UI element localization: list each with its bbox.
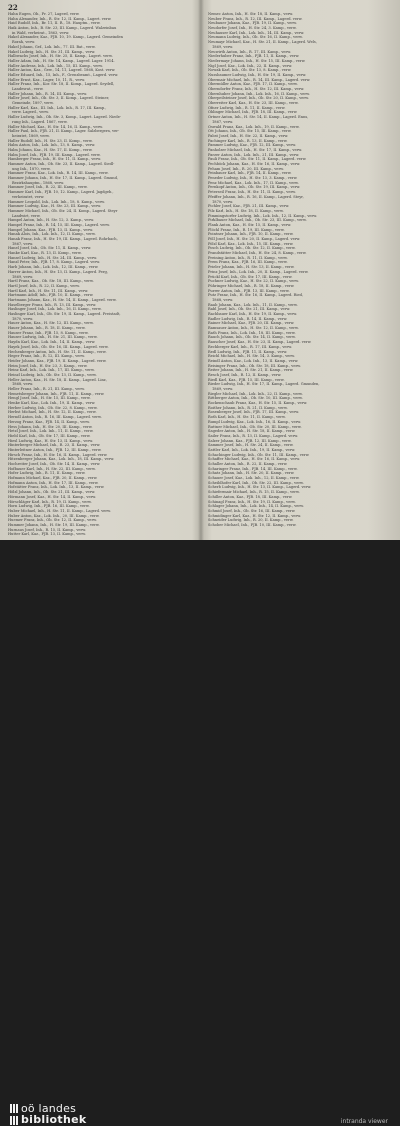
directory-entry-line: Schaller Anton, Inh., R. 22, II. Kamp., verw.	[208, 462, 288, 466]
directory-entry-line: Hutter Karl, Kaz., FJB. 13, II. Kamp., verw.	[8, 532, 86, 537]
directory-entry-line: 1869, verw.	[212, 44, 234, 49]
directory-entry-line: Plöchl Franz, Inh., R. 19, III. Kamp., verw.	[208, 227, 285, 232]
directory-entry-line: Heim Josef, Inh., H. Str. 23, 3. Kamp., verw.	[8, 363, 88, 368]
directory-entry-line: Redl Ludwig, Inh., FJB. 11, II. Kamp., verw.	[208, 349, 288, 354]
directory-entry-line: Haller Ludwig, Inh., Ob. Str. 3, Komp., Lagert. Lagerd. Niede-	[8, 115, 122, 120]
directory-entry-line: Haller Karl, Kaz., III. Inh., Lok. Inh., R. 17, III. Kamp.,	[8, 105, 107, 110]
directory-entry-line: Huber Anton, Kaz., Lok. Inh., 20, III. Kamp., verw.	[8, 513, 100, 518]
directory-entry-line: Pölzl Karl, Kaz., Lok. Inh., 15, III. Kamp., verw.	[208, 241, 294, 246]
directory-entry-line: Oberreiter Karl, Kaz., H. Str. 23, III. Kamp., verw.	[208, 101, 299, 106]
directory-entry-line: Öhlinger Michael, Inh., FJB. 18, III. Kamp., verw.	[208, 110, 298, 115]
book-gutter	[198, 0, 204, 597]
directory-entry-line: Scheiblhofer Karl, Inh., Ob. Str. 22, III. Kamp., verw.	[208, 480, 304, 485]
directory-entry-line: Oswald Franz, Kaz., Lok. Inh., 19, II. Kamp., verw.	[208, 124, 300, 129]
left-column	[8, 12, 193, 537]
directory-entry-line: Haller Andreas, Inh., Lok. Inh., 15, III. Kamp., verw.	[8, 63, 103, 68]
directory-entry-line: Rockenschaub Franz, Kaz., H. Str. 15, II. Kamp., verw.	[208, 401, 308, 406]
directory-entry-line: Heller Franz, Inh., R. 21, III. Kamp., verw.	[8, 387, 85, 391]
directory-entry-line: Rorah, verw.	[12, 40, 35, 45]
directory-entry-line: Haller Eduard, Inh., 15, Inh., F., Grenzbeamt., Lagerd. verw.	[8, 72, 119, 77]
directory-entry-line: Landesrat., verw.	[12, 87, 44, 91]
directory-entry-line: Hahn Eugen, Ob., Fr. 27, Lagerd, verw.	[8, 12, 80, 16]
directory-entry-line: Rainer Michael, Kaz., FJB. 20, III. Kamp., verw.	[208, 321, 295, 326]
library-logo[interactable]	[10, 1103, 86, 1126]
directory-entry-line: Halbwachs Josef, Inh., H. Str. 25, II. Kamp., Lagert. verw.	[8, 54, 113, 59]
directory-entry-line: Hammer Johann, Inh., H. Str. 17, II. Kamp., Lagerd. Gmund,	[8, 176, 119, 181]
directory-entry-line: Sattler Karl, Inh., Lok. Inh., 19, II. Kamp., verw.	[208, 447, 296, 452]
directory-entry-line: Neuber Franz, Inh., R. 12, III. Kamp., Lagerd. verw.	[208, 16, 303, 21]
directory-entry-line: verw. Lagerd., verw.	[12, 110, 49, 115]
directory-entry-line: Posch Ludwig, Inh., Ob. Str. 12, II. Kamp., verw.	[208, 246, 296, 251]
viewer-label: intranda viewer	[340, 1118, 388, 1125]
directory-entry-line: Haller Paul, Inh., FJB. 21, II. Kamp., Lager. Salzbergern, ver-	[8, 129, 120, 134]
directory-entry-line: Haller Josef, Inh., Ob. Str. 3, II. Komp., Lagerd. Steiner,	[8, 96, 110, 101]
directory-entry-line: Hauer Anton, Kaz., H. Str. 12, III. Kamp., verw.	[8, 321, 94, 326]
logo-bars-icon	[10, 1104, 18, 1113]
directory-entry-line: Pöll Josef, Inh., H. Str. 20, II. Kamp., Lagerd. verw.	[208, 237, 301, 241]
directory-entry-line: Hirsch Franz, Inh., H. Str. 16, II. Kamp., Lagerd. verw.	[8, 452, 108, 457]
directory-entry-line: Haller Adam, Inh., H. Str. 14, Kamp., Lagerd. Lager. 1914.	[8, 58, 115, 63]
directory-entry-line: Hakel Ludwig, Inh., H. Str. 31, III. Kamp., verw.	[8, 49, 96, 54]
directory-entry-line: Haller Ernst, Kaz., Lager, 10, 11, R., verw.	[8, 77, 86, 82]
directory-entry-line: Nussbaumer Ludwig, Inh., H. Str. 19, II. Kamp., verw.	[208, 72, 307, 77]
directory-entry-line: Haller Franz, Inh., Kor. Str. 18, II. Komp., Lagerd. Seydell,	[8, 82, 115, 87]
directory-entry-line: Reiter Johann, Inh., H. Str. 21, II. Kamp., verw.	[208, 368, 294, 373]
directory-entry-line: Riedl Karl, Kaz., FJB. 15, III. Kamp., verw.	[208, 377, 285, 382]
directory-entry-line: Haller Michael, Kaz., H. Str. 14, 16, II. Kamp., verw.	[8, 124, 103, 129]
directory-entry-line: Pimmingstorfer Ludwig, Inh., Lok. Inh., 12, II. Kamp., verw.	[208, 213, 318, 218]
directory-entry-line: Hampel Franz, Inh., R. 14, 15, III. Kamp., Lagerd. verw.	[8, 222, 110, 227]
directory-entry-line: Hartl Franz, Kaz., Ob. Str. 18, III. Kamp., verw.	[8, 279, 94, 284]
directory-entry-line: Sageder Anton, Inh., H. Str. 18, II. Kamp., verw.	[208, 429, 296, 434]
directory-entry-line: Peinbauer Karl, Inh., FJB. 14, II. Kamp., verw.	[208, 171, 292, 176]
directory-entry-line: Schachinger Ludwig, Inh., Ob. Str. 11, III. Kamp., verw.	[208, 452, 310, 457]
directory-entry-line: Pirklbauer Michael, Inh., Ob. Str. 23, III. Kamp., verw.	[208, 218, 307, 223]
directory-entry-line: Rabl Josef, Inh., Ob. Str. 21, III. Kamp., verw.	[208, 307, 291, 312]
directory-entry-line: Neubauer Johann, Kaz., FJB. 19, II. Kamp., verw.	[208, 21, 297, 26]
directory-entry-line: 1870, verw.	[212, 199, 234, 204]
directory-entry-line: Plank Anton, Kaz., H. Str. 15, II. Kamp., verw.	[208, 222, 292, 227]
directory-entry-line: Haid Rudolf, Inh., Br. 11, II. R., 18. Hauptm., verw.	[8, 21, 101, 26]
directory-entry-line: Harb Johann, Inh., Lok. Inh., 12, III. Kamp., verw.	[8, 265, 99, 270]
directory-entry-line: Hörmann Josef, Kaz., H. Str. 14, II. Kamp., verw.	[8, 494, 97, 499]
directory-entry-line: Obermüller Anton, Kaz., FJB. 17, II. Kamp., verw.	[208, 82, 298, 87]
directory-entry-line: Hamberger Franz, Inh., H. Str. 11, II. Kamp., verw.	[8, 157, 101, 162]
directory-entry-line: Neuhauser Karl, Inh., Lok. Inh., 14, III. Kamp., verw.	[208, 30, 305, 35]
directory-entry-line: Schaffer Michael, Kaz., H. Str. 16, II. Kamp., verw.	[208, 457, 301, 462]
directory-entry-line: Penz Michael, Kaz., Lok. Inh., 17, II. Kamp., verw.	[208, 180, 299, 185]
directory-entry-line: Prandstätter Michael, Inh., H. Str. 24, 8. Kamp., verw.	[208, 251, 307, 256]
directory-entry-line: Panholzer Michael, Inh., H. Str. 17, II. Kamp., verw.	[208, 147, 303, 152]
directory-entry-line: rung Inh., Lagerd. 1867, verw.	[12, 119, 68, 124]
directory-entry-line: Ott Johann, Inh., Ob. Str. 15, III. Kamp., verw.	[208, 129, 292, 134]
directory-entry-line: Neuwirth Anton, Inh., R. 17, III. Kamp., verw.	[208, 49, 292, 54]
directory-entry-line: Hammer Franz, Kaz., Lok. Inh., R. 14, III. Kamp., verw.	[8, 171, 109, 176]
directory-entry-line: Schlager Johann, Inh., Lok. Inh., 14, II. Kamp., verw.	[208, 504, 304, 509]
directory-entry-line: Hanzl Peter, Inh., FJB. 17, 8. Kamp., Lagerd. verw.	[8, 260, 100, 265]
directory-entry-line: Hofmann Michael, Kaz., FJB. 20, II. Kamp., verw.	[8, 476, 98, 481]
directory-entry-line: Hitzenberger Johann, Kaz., Lok. Inh., 18, III. Kamp., verw.	[8, 457, 115, 462]
directory-entry-line: Herndl Anton, Inh., R. 16, III. Kamp., Lagerd. verw.	[8, 415, 102, 420]
directory-entry-line: Pühringer Michael, Inh., R. 18, II. Kamp., verw.	[208, 283, 295, 288]
directory-entry-line: Ortner Anton, Inh., H. Str. 14, II. Kamp., Lagerd. Enns,	[208, 115, 309, 120]
directory-entry-line: Rumpl Ludwig, Kaz., Lok. Inh., 16, II. Kamp., verw.	[208, 419, 302, 424]
directory-entry-line: Ofner Ludwig, Inh., R. 11, II. Kamp., verw.	[208, 105, 286, 110]
directory-entry-line: Haller Johann, Inh., R. 14, III. Kamp., verw.	[8, 91, 88, 96]
directory-entry-line: Hiebl Karl, Inh., Ob. Str. 17, III. Kamp., verw.	[8, 433, 91, 438]
directory-entry-line: Rachbauer Karl, Inh., H. Str. 19, II. Kamp., verw.	[208, 312, 298, 316]
directory-entry-line: Peham Josef, Inh., R. 20, III. Kamp., verw.	[208, 166, 284, 171]
directory-entry-line: Pernkopf Anton, Inh., Ob. Str. 19, III. Kamp., verw.	[208, 185, 301, 190]
directory-entry-line: Scharinger Franz, Inh., FJB. 14, III. Kamp., verw.	[208, 466, 298, 471]
directory-entry-line: Haselberger Franz, Inh., R. 13, III. Kamp., verw.	[8, 302, 97, 307]
directory-entry-line: Hinterberger Michael, Inh., R. 23, II. Kamp., verw.	[8, 443, 101, 448]
directory-entry-line: Rosenberger Josef, Inh., FJB. 17, III. Kamp., verw.	[208, 410, 300, 415]
directory-entry-line: Hanak Alois, Inh., Lok. Inh., 12, II. Kamp., verw.	[8, 232, 96, 237]
directory-entry-line: Heinz Karl, Inh., Lok. Inh., 17, III. Kamp., verw.	[8, 368, 95, 373]
directory-entry-line: Heider Johann, Kaz., FJB. 19, II. Kamp., Lagerd. verw.	[8, 358, 107, 363]
directory-entry-line: Radler Ludwig, Inh., R. 14, II. Kamp., verw.	[208, 316, 288, 321]
directory-entry-line: Haller Rudolf, Inh., H. Str. 23, II. Komp., verw.	[8, 138, 93, 143]
directory-entry-line: Obermair Michael, Inh., R. 14, III. Kamp., Lagerd. verw.	[208, 77, 311, 82]
directory-entry-line: in Wald, verheirat., 1863, verw.	[12, 30, 70, 35]
directory-entry-line: Halm Johann, Kaz., H. Str. 17, II. Komp., verw.	[8, 147, 93, 152]
directory-entry-line: 1869, verw.	[12, 274, 34, 279]
directory-entry-line: Herzog Franz, Kaz., FJB. 14, II. Kamp., verw.	[8, 419, 90, 424]
directory-entry-line: Schauer Josef, Kaz., Lok. Inh., 12, II. Kamp., verw.	[208, 476, 300, 481]
directory-entry-line: Hansel Ludwig, Inh., H. Str. 24, III. Kamp., verw.	[8, 255, 98, 260]
directory-entry-line: 1870, verw.	[12, 316, 34, 321]
directory-entry-line: Puchner Ludwig, Kaz., H. Str. 22, II. Kamp., verw.	[208, 279, 299, 284]
directory-entry-line: Hofstätter Franz, Inh., Lok. Inh., 13, II. Kamp., verw.	[8, 485, 105, 490]
directory-entry-line: Henke Karl, Kaz., Lok. Inh., 19, II. Kamp., verw.	[8, 401, 96, 406]
directory-entry-line: Reindl Anton, Kaz., Lok. Inh., 13, II. Kamp., verw.	[208, 358, 299, 363]
directory-entry-line: Hakel Alexander, Kaz., FJB. 10, 19. Kamp., Lagerd. Gemeinden	[8, 35, 123, 40]
directory-entry-line: Sammer Josef, Inh., H. Str. 24, II. Kamp., verw.	[208, 443, 294, 448]
logo-bars-icon	[10, 1116, 18, 1125]
directory-entry-line: Schinagl Franz, Inh., H. Str. 19, II. Kamp., verw.	[208, 499, 296, 504]
directory-entry-line: Peneder Ludwig, Inh., H. Str. 13, 3. Kamp., verw.	[208, 176, 298, 181]
directory-entry-line: Prem Franz, Kaz., FJB. 16, III. Kamp., verw.	[208, 260, 288, 265]
directory-entry-line: Hörschläger Karl, Inh., R. 19, II. Kamp., verw.	[8, 499, 92, 504]
directory-entry-line: Prieler Johann, Inh., H. Str. 13, II. Kamp., verw.	[208, 265, 295, 270]
directory-entry-line: Pfeiffer Johann, Inh., R. 16, II. Kamp., Lagerd. Steyr,	[208, 194, 304, 199]
directory-entry-line: Schatz Johann, Inh., H. Str. 20, II. Kamp., verw.	[208, 471, 295, 476]
directory-entry-line: Hampel Anton, Inh., H. Str. 12, 3. Kamp., verw.	[8, 218, 94, 223]
directory-entry-line: Rittberger Anton, Inh., Ob. Str. 10, III. Kamp., verw.	[208, 396, 303, 401]
directory-entry-line: Haydn Karl, Kaz., Lok. Inh., 14, II. Kamp., verw.	[8, 340, 96, 345]
directory-entry-line: Riegler Michael, Inh., Lok. Inh., 22, II. Kamp., verw.	[208, 391, 303, 396]
directory-entry-line: Herber Ludwig, Inh., Ob. Str. 22, 8. Kamp., verw.	[8, 405, 98, 410]
directory-entry-line: Gemeinde, 1897, verw.	[12, 101, 54, 106]
directory-entry-line: Rauch Johann, Inh., Ob. Str. 14, II. Kamp., verw.	[208, 335, 296, 340]
directory-entry-line: Pammer Ludwig, Kaz., FJB. 12, III. Kamp., verw.	[208, 143, 297, 148]
directory-entry-line: Rath Franz, Inh., Lok. Inh., 18, III. Kamp., verw.	[208, 330, 296, 335]
directory-entry-line: Preining Anton, Inh., R. 11, II. Kamp., verw.	[208, 255, 288, 260]
directory-entry-line: Herbst Michael, Inh., H. Str. 12, II. Kamp., verw.	[8, 410, 97, 415]
directory-entry-line: 1867, verw.	[212, 119, 234, 124]
directory-entry-line: Raab Johann, Kaz., Lok. Inh., 11, II. Kamp., verw.	[208, 302, 298, 307]
directory-entry-line: Hampel Johann, Kaz., FJB. 13, II. Kamp., verw.	[8, 227, 93, 232]
directory-entry-line: Nemec Anton, Inh., H. Str. 18, II. Kamp., verw.	[208, 12, 294, 16]
directory-entry-line: Pachinger Karl, Inh., R. 13, II. Kamp., verw.	[208, 138, 288, 143]
directory-entry-line: Hartmann Adolf, Inh., FJB. 10, II. Kamp., verw.	[8, 293, 94, 298]
directory-entry-line: Haslinger Josef, Inh., Lok. Inh., 16, II. Kamp., verw.	[8, 307, 102, 312]
directory-entry-line: Pilz Karl, Inh., H. Str. 18, II. Kamp., verw.	[208, 208, 284, 213]
viewer-footer	[0, 540, 400, 1126]
directory-entry-line: Oberndorfer Franz, Inh., H. Str. 12, III. Kamp., verw.	[208, 87, 305, 91]
directory-entry-line: Reisinger Franz, Inh., Ob. Str. 18, III. Kamp., verw.	[208, 363, 301, 368]
directory-entry-line: Parzer Anton, Inh., Lok. Inh., 21, III. Kamp., verw.	[208, 152, 300, 157]
directory-entry-line: Resch Josef, Inh., R. 12, II. Kamp., verw.	[208, 372, 282, 377]
directory-entry-line: Putz Franz, Inh., H. Str. 16, II. Kamp., Lagerd. Ried,	[208, 293, 304, 298]
directory-entry-line: Hahn Alexander, Inh., R. Str. 12, II. Kamp., Lagert. verw.	[8, 16, 112, 21]
directory-entry-line: Landwirt, verw.	[12, 213, 41, 218]
directory-entry-line: Scherb Ludwig, Inh., H. Str. 13, II. Kamp., Lagerd. verw.	[208, 485, 312, 490]
directory-entry-line: Schmid Josef, Inh., Ob. Str. 16, III. Kamp., verw.	[208, 508, 296, 513]
directory-entry-line: Niederhuber Franz, Inh., FJB. 11, II. Kamp., verw.	[208, 54, 300, 59]
directory-entry-line: Reichl Michael, Inh., H. Str. 14, 3. Kamp., verw.	[208, 354, 295, 359]
directory-entry-line: Hammer Josef, Inh., R. 22, III. Kamp., verw.	[8, 185, 88, 190]
directory-entry-line: Roth Karl, Inh., H. Str. 11, II. Kamp., verw.	[208, 415, 286, 420]
directory-entry-line: Hauser Franz, Inh., FJB. 15, 8. Kamp., verw.	[8, 330, 89, 335]
directory-entry-line: Hölzl Johann, Inh., Ob. Str. 21, III. Kamp., verw.	[8, 490, 96, 495]
directory-entry-line: Hauer Johann, Inh., R. 18, II. Kamp., verw.	[8, 326, 86, 331]
directory-entry-line: Hanak Franz, Inh., H. Str. 19, III. Kamp., Lagerd. Rohrbach,	[8, 237, 118, 241]
logo-line2: bibliothek	[21, 1113, 87, 1126]
directory-entry-line: Ramsauer Anton, Inh., H. Str. 12, II. Kamp., verw.	[208, 326, 299, 331]
directory-entry-line: Hammer Anton, Inh., Ob. Str. 23, II. Kamp., Lagerd. Siedl-	[8, 162, 115, 166]
directory-entry-line: Neumann Ludwig, Inh., Ob. Str. 16, II. Kamp., verw.	[208, 35, 303, 40]
directory-entry-line: Haslinger Karl, Inh., Ob. Str. 19, II. Kamp., Lagerd. Freistadt,	[8, 312, 121, 316]
directory-entry-line: Hummer Johann, Inh., H. Str. 19, III. Kamp., verw.	[8, 522, 100, 527]
directory-entry-line: Roither Johann, Inh., R. 21, II. Kamp., verw.	[208, 405, 288, 410]
directory-entry-line: Prückl Karl, Inh., Ob. Str. 17, III. Kamp., verw.	[208, 274, 293, 279]
directory-entry-line: Hammer Ludwig, Kaz., H. Str. 23, III. Kamp., verw.	[8, 204, 102, 209]
directory-entry-line: Hartmann Johann, Kaz., H. Str. 14, II. Kamp., Lagerd. verw.	[8, 297, 117, 302]
directory-entry-line: Hinterleitner Anton, Inh., FJB. 12, III. Kamp., verw.	[8, 447, 102, 452]
directory-entry-line: 1868, verw.	[12, 382, 34, 387]
directory-entry-line: Schneider Ludwig, Inh., R. 20, II. Kamp., verw.	[208, 518, 294, 523]
directory-entry-line: Schiller Anton, Kaz., FJB. 18, III. Kamp., verw.	[208, 494, 293, 499]
directory-entry-line: Niedermayr Johann, Inh., H. Str. 15, III. Kamp., verw.	[208, 58, 306, 63]
directory-entry-line: Hakel Johann, Gef., Lok. Inh., 77. III. Bat., verw.	[8, 44, 96, 49]
directory-entry-line: Hemetsberger Johann, Inh., FJB. 11, II. Kamp., verw.	[8, 391, 105, 396]
directory-entry-line: Halm Josef, Inh., FJB. 19, III. Kamp., Lagerd. verw.	[8, 152, 101, 157]
directory-entry-line: heiratet, 1869, verw.	[12, 133, 50, 138]
directory-entry-line: Pechböck Johann, Kaz., H. Str. 16, II. Kamp., verw.	[208, 162, 301, 166]
directory-entry-line: Rechberger Karl, Inh., R. 17, III. Kamp., verw.	[208, 344, 293, 349]
directory-entry-line: Hechenberger Anton, Inh., H. Str. 11, II. Kamp., verw.	[8, 349, 107, 354]
directory-entry-line: 1869, verw.	[212, 387, 234, 391]
directory-entry-line: Neudorfer Josef, Inh., H. Str. 24, 3. Kamp., verw.	[208, 26, 297, 31]
right-column	[208, 12, 393, 528]
directory-entry-line: Obernhuber Johann, Inh., Lok. Inh., 16, II. Kamp., verw.	[208, 91, 310, 96]
directory-entry-line: Sailer Franz, Inh., R. 13, II. Kamp., Lagerd. verw.	[208, 433, 299, 438]
directory-entry-line: Hofbauer Karl, Inh., H. Str. 22, III. Kamp., verw.	[8, 466, 96, 471]
directory-entry-line: Hauser Ludwig, Inh., H. Str. 21, III. Kamp., verw.	[8, 335, 98, 340]
directory-entry-line: Hiesl Ludwig, Kaz., H. Str. 13, II. Kamp., verw.	[8, 438, 94, 443]
directory-entry-line: Hetzl Josef, Inh., Lok. Inh., 11, II. Kamp., verw.	[8, 429, 94, 434]
directory-entry-line: Hengl Josef, Inh., H. Str. 15, III. Kamp., verw.	[8, 396, 91, 401]
directory-entry-line: Hofmann Anton, Inh., H. Str. 17, III. Kamp., verw.	[8, 480, 99, 485]
directory-entry-line: Haller Anton, Kaz., Gew., 14, 11, Lagerd. 1868, Kost. verw.	[8, 68, 116, 73]
directory-entry-line: Hartl Josef, Inh., R. 22, II. Kamp., verw.	[8, 283, 80, 288]
directory-entry-line: Pabst Josef, Inh., H. Str. 22, II. Kamp., verw.	[208, 133, 289, 138]
directory-entry-line: Haik Anton, Inh., B. Str. 23, III. Kamp., Lagerd. Walzeinbau	[8, 26, 117, 31]
directory-entry-line: Hanke Karl, Kaz., R. 13, II. Komp., verw.	[8, 251, 82, 256]
directory-entry-line: Harrer Anton, Inh., H. Str. 13, II. Kamp., Lagerd. Perg,	[8, 269, 108, 274]
directory-entry-line: Nowak Karl, Inh., Ob. Str. 13, 8. Kamp., verw.	[208, 68, 292, 73]
directory-entry-line: ung Inh., 1870, verw.	[12, 166, 51, 171]
directory-entry-line: Hammer Leopold, Inh., Lok. Inh., 18, 8. Kamp., verw.	[8, 199, 105, 204]
directory-entry-line: Hess Johann, Inh., H. Str. 20, III. Kamp., verw.	[8, 424, 93, 429]
directory-entry-line: Rieder Ludwig, Inh., H. Str. 17, II. Kamp., Lagerd. Gmunden,	[208, 382, 320, 387]
directory-entry-line: Huber Michael, Inh., H. Str. 11, II. Kamp., Lagerd. verw.	[8, 508, 111, 513]
directory-entry-line: Hammer Michael, Inh., Ob. Str. 24, II. Komp., Lagerd. Steyr	[8, 208, 118, 213]
directory-entry-line: Pauli Franz, Inh., Ob. Str. 11, II. Kamp., Lagerd. verw.	[208, 157, 307, 162]
directory-entry-line: Rauscher Josef, Kaz., H. Str. 23, II. Kamp., Lagerd. verw.	[208, 340, 312, 345]
directory-entry-line: Schmidinger Karl, Kaz., H. Str. 12, II. Kamp., verw.	[208, 513, 302, 518]
directory-entry-line: Schober Michael, Inh., FJB. 10, III. Kamp., verw.	[208, 522, 297, 527]
directory-entry-line: Ruttner Michael, Inh., Ob. Str. 20, III. Kamp., verw.	[208, 424, 302, 429]
directory-entry-line: Schiefermair Michael, Inh., R. 15, II. Kamp., verw.	[208, 490, 300, 495]
directory-entry-line: Nigl Josef, Kaz., Lok. Inh., 22, II. Kamp., verw.	[208, 63, 293, 68]
directory-entry-line: Heger Franz, Inh., R. 12, III. Kamp., verw.	[8, 354, 85, 359]
directory-entry-line: Hofer Ludwig, Inh., R. 11, II. Kamp., verw.	[8, 471, 86, 476]
page-number: 22	[8, 3, 18, 12]
directory-entry-line: Halm Anton, Inh., Lok. Inh., 13, 8. Kamp., verw.	[8, 143, 96, 148]
directory-entry-line: Hammer Karl, Inh., FJB. 10, 12. Kamp., Lagerd. Jagdgeb.,	[8, 190, 114, 195]
directory-entry-line: Huemer Franz, Inh., Ob. Str. 12, II. Kamp., verw.	[8, 518, 97, 523]
directory-entry-line: Pichler Josef, Kaz., FJB. 21, III. Kamp., verw.	[208, 204, 290, 209]
directory-entry-line: Purrer Anton, Inh., FJB. 13, III. Kamp., verw.	[208, 288, 290, 293]
directory-entry-line: Peterseil Franz, Inh., H. Str. 11, II. Kamp., verw.	[208, 190, 296, 195]
directory-entry-line: Heinzl Ludwig, Inh., Ob. Str. 13, II. Kamp., verw.	[8, 372, 97, 377]
directory-entry-line: Neumayr Michael, Kaz., H. Str. 21, II. Kamp., Lagerd. Wels,	[208, 40, 317, 45]
logo-line1: oö landes	[21, 1102, 77, 1115]
directory-entry-line: Pointner Johann, Inh., FJB. 10, II. Kamp., verw.	[208, 232, 294, 237]
directory-entry-line: Oberpeilsteiner Josef, Inh., Ob. Str. 20, II. Kamp., verw.	[208, 96, 309, 101]
directory-entry-line: Heller Anton, Kaz., H. Str. 18, II. Kamp., Lagerd. Linz,	[8, 377, 107, 382]
directory-entry-line: Salzer Johann, Kaz., FJB. 12, III. Kamp., verw.	[208, 438, 292, 443]
directory-entry-line: Hayek Josef, Inh., Ob. Str. 16, III. Kamp., Lagerd. verw.	[8, 344, 109, 349]
directory-entry-line: Prinz Josef, Inh., Lok. Inh., 20, II. Kamp., Lagerd. verw.	[208, 269, 309, 274]
directory-entry-line: Bezirkshauptm., 1868, verw.	[12, 180, 64, 185]
directory-entry-line: verheiratet, verw.	[12, 194, 45, 199]
directory-entry-line: Hochreiter Josef, Inh., Ob. Str. 14, II. Kamp., verw.	[8, 462, 101, 466]
directory-entry-line: Hartl Karl, Inh., H. Str. 11, III. Kamp., verw.	[8, 288, 89, 293]
directory-entry-line: Hurnaus Josef, Inh., R. 15, II. Kamp., verw.	[8, 527, 87, 532]
directory-entry-line: 1867, verw.	[12, 241, 34, 246]
directory-entry-line: Horn Ludwig, Inh., FJB. 16, III. Kamp., verw.	[8, 504, 90, 509]
directory-entry-line: 1868, verw.	[212, 297, 234, 302]
directory-entry-line: Hanel Josef, Inh., Ob. Str. 11, II. Kamp., verw.	[8, 246, 92, 251]
